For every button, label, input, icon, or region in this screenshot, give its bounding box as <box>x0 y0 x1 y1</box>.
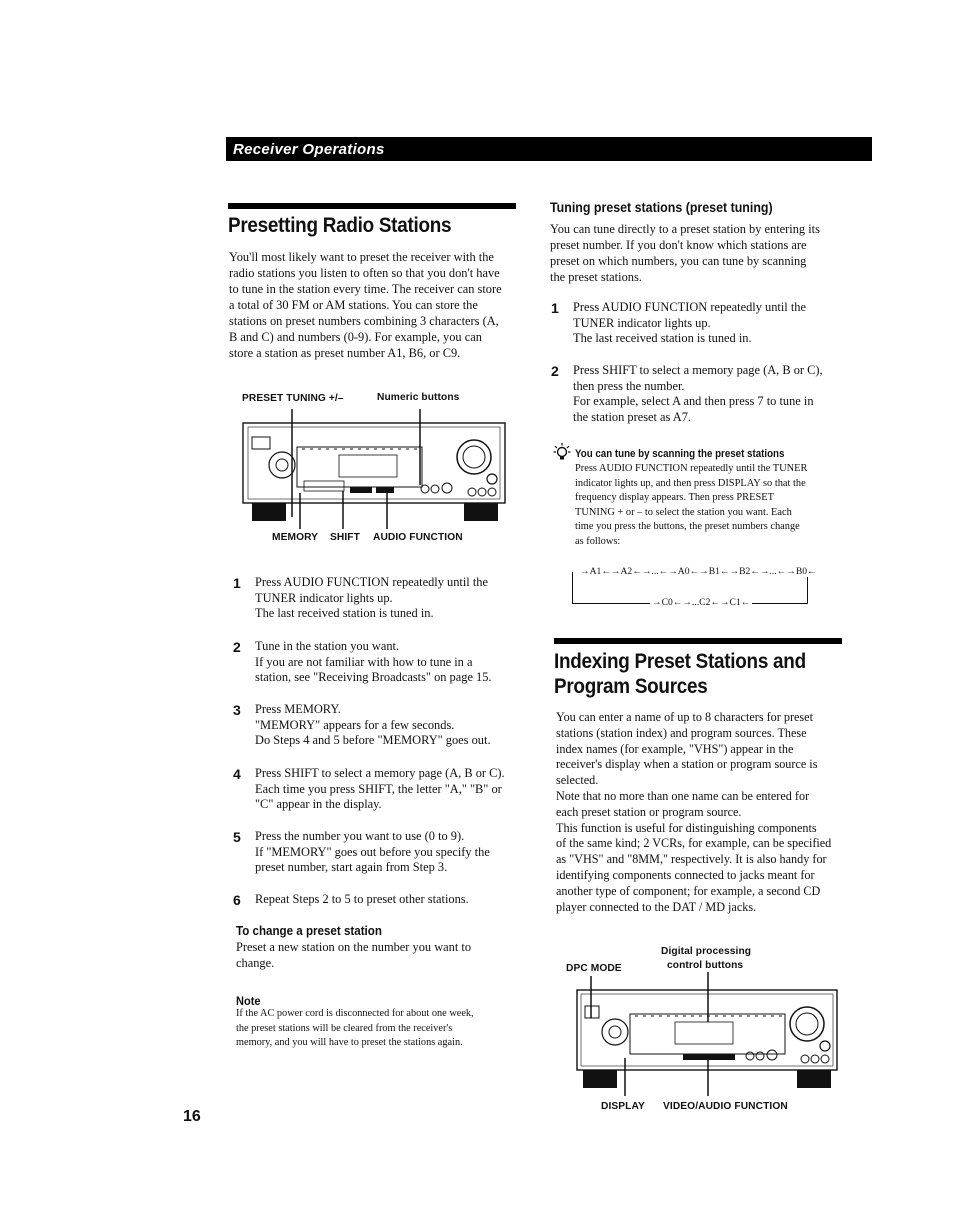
preset-sequence-bottom: →C0←→...C2←→C1← <box>652 597 751 608</box>
step-text: Press the number you want to use (0 to 9). If "MEMORY" goes out before you specify the preset number, start again from Step 3. <box>255 829 490 875</box>
label-numeric-buttons: Numeric buttons <box>377 392 460 403</box>
title-rule <box>554 638 842 644</box>
label-video-audio-function: VIDEO/AUDIO FUNCTION <box>663 1101 788 1112</box>
step-text: Press AUDIO FUNCTION repeatedly until the TUNER indicator lights up. The last received station is tuned in. <box>255 575 488 621</box>
step-number: 6 <box>233 892 241 908</box>
tip-lightbulb-icon <box>553 442 571 462</box>
step-text: Tune in the station you want. If you are not familiar with how to tune in a station, see "Receiving Broadcasts" on page 15. <box>255 639 492 685</box>
note-text: If the AC power cord is disconnected for about one week, the preset stations will be cleared from the receiver's memory, and you will have to preset the stations again. <box>236 1008 474 1049</box>
step-number: 2 <box>551 363 559 379</box>
label-dpc-mode: DPC MODE <box>566 963 622 974</box>
label-control-buttons: control buttons <box>667 960 744 971</box>
page-number: 16 <box>183 1108 201 1125</box>
change-preset-title: To change a preset station <box>236 924 382 938</box>
step-number: 4 <box>233 766 241 782</box>
receiver-front-panel-diagram-2 <box>575 972 841 1100</box>
presetting-intro: You'll most likely want to preset the receiver with the radio stations you listen to often so that you don't have to tune in the station every time. The receiver can store a total of 30 FM or AM stations. You can store the stations on preset numbers combining 3 characters (A, B and C) and numbers (0-9). For example, you can store a station as preset number A1, B6, or C9. <box>229 250 502 360</box>
step-text: Press SHIFT to select a memory page (A, B or C), then press the number. For example, select A and then press 7 to tune in the station preset as A7. <box>573 363 823 424</box>
step-number: 1 <box>233 575 241 591</box>
step-number: 2 <box>233 639 241 655</box>
indexing-body: You can enter a name of up to 8 characters for preset stations (station index) and program sources. These index names (for example, "VHS") appear in the receiver's display when a station or program source is selected. Note that no more than one name can be entered for each preset station or program source. This function is useful for distinguishing components of the same kind; 2 VCRs, for example, can be specified as "VHS" and "8MM," respectively. It is also handy for identifying components connected to jacks meant for another type of component; for example, a second CD player connected to the DAT / MD jacks. <box>556 710 832 914</box>
presetting-title: Presetting Radio Stations <box>228 214 452 237</box>
label-digital-processing: Digital processing <box>661 946 752 957</box>
step-number: 3 <box>233 702 241 718</box>
section-header-title: Receiver Operations <box>233 141 385 158</box>
label-audio-function: AUDIO FUNCTION <box>373 532 463 543</box>
tuning-intro: You can tune directly to a preset station by entering its preset number. If you don't know which stations are preset on which numbers, you can tune by scanning the preset stations. <box>550 222 820 284</box>
step-number: 5 <box>233 829 241 845</box>
step-text: Press AUDIO FUNCTION repeatedly until the TUNER indicator lights up. The last received station is tuned in. <box>573 300 806 346</box>
title-rule <box>228 203 516 209</box>
step-text: Press SHIFT to select a memory page (A, B or C). Each time you press SHIFT, the letter "A," "B" or "C" appear in the display. <box>255 766 505 812</box>
label-preset-tuning: PRESET TUNING +/– <box>242 393 344 404</box>
tip-title: You can tune by scanning the preset stations <box>575 448 785 460</box>
indexing-title: Indexing Preset Stations and Program Sources <box>554 650 806 698</box>
label-display: DISPLAY <box>601 1101 645 1112</box>
step-text: Repeat Steps 2 to 5 to preset other stations. <box>255 892 469 906</box>
step-text: Press MEMORY. "MEMORY" appears for a few seconds. Do Steps 4 and 5 before "MEMORY" goes out. <box>255 702 491 748</box>
step-number: 1 <box>551 300 559 316</box>
tuning-title: Tuning preset stations (preset tuning) <box>550 200 773 215</box>
preset-sequence-top: →A1←→A2←→...←→A0←→B1←→B2←→...←→B0← <box>580 566 817 577</box>
tip-text: Press AUDIO FUNCTION repeatedly until the TUNER indicator lights up, and then press DISPLAY so that the frequency display appears. Then press PRESET TUNING + or – to select the station you want. Each time you press the buttons, the preset numbers change as follows: <box>575 463 808 547</box>
receiver-front-panel-diagram <box>242 405 508 533</box>
label-shift: SHIFT <box>330 532 360 543</box>
note-title: Note <box>236 994 261 1008</box>
change-preset-text: Preset a new station on the number you want to change. <box>236 940 472 970</box>
label-memory: MEMORY <box>272 532 319 543</box>
